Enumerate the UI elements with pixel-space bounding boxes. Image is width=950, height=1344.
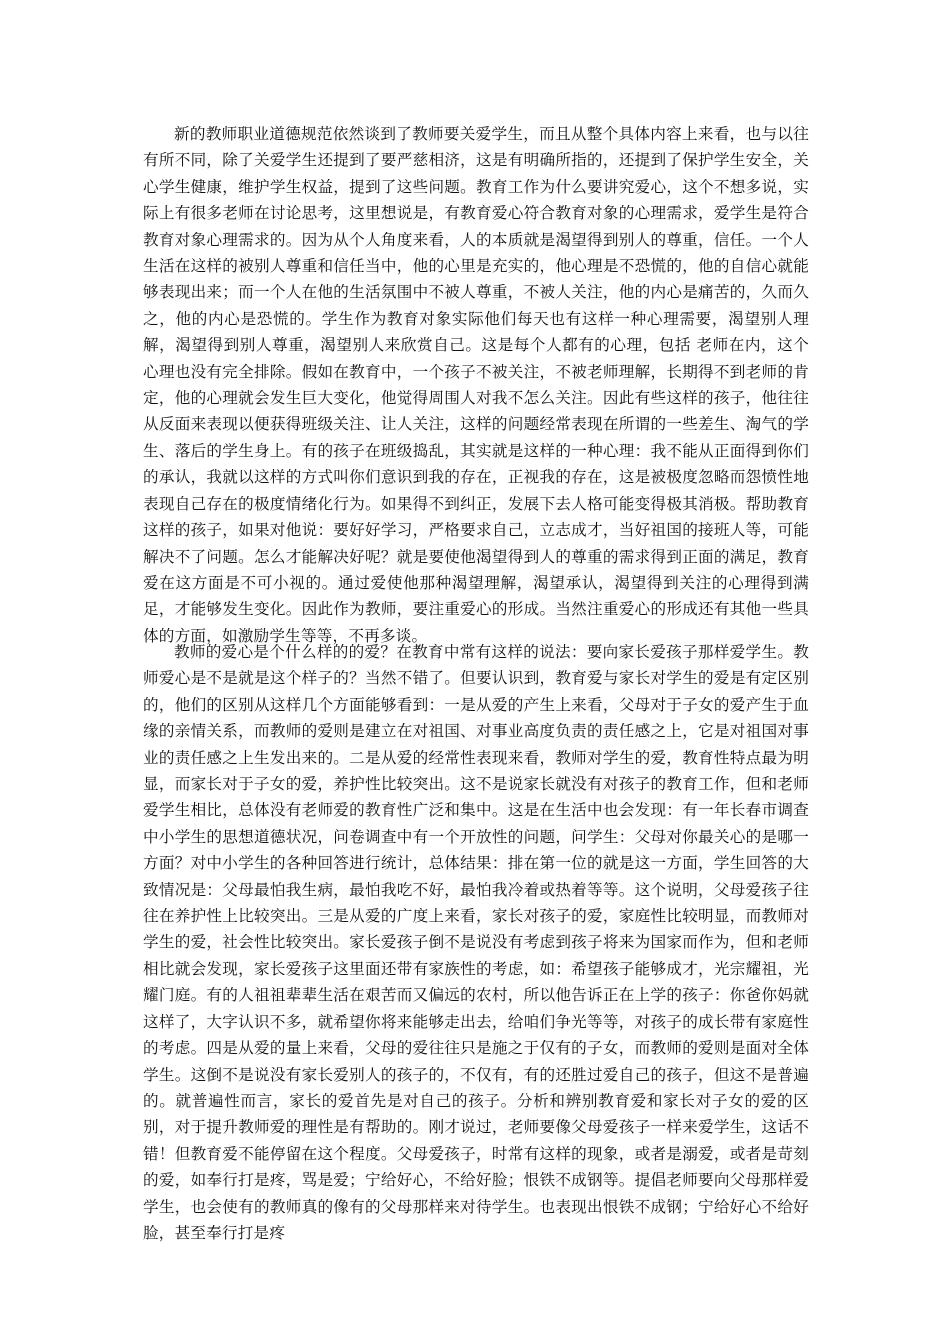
paragraph-1: 新的教师职业道德规范依然谈到了教师要关爱学生，而且从整个具体内容上来看，也与以往有所不同，除了关爱学生还提到了要严慈相济，这是有明确所指的，还提到了保护学生安全，关心学生健康，维护学生权益，提到了这些问题。教育工作为什么要讲究爱心，这个不想多说，实际上有很多老师在讨论思考，这里想说是，有教育爱心符合教育对象的心理需求，爱学生是符合教育对象心理需求的。因为从个人角度来看，人的本质就是渴望得到别人的尊重，信任。一个人生活在这样的被别人尊重和信任当中，他的心里是充实的，他心理是不恐慌的，他的自信心就能够表现出来；而一个人在他的生活氛围中不被人尊重，不被人关注，他的内心是痛苦的，久而久之，他的内心是恐慌的。学生作为教育对象实际他们每天也有这样一种心理需要，渴望别人理解，渴望得到别人尊重，渴望别人来欣赏自己。这是每个人都有的心理，包括 老师在内，这个心理也没有完全排除。假如在教育中，一个孩子不被关注，不被老师理解，长期得不到老师的肯定，他的心理就会发生巨大变化，他觉得周围人对我不怎么关注。因此有些这样的孩子，他往往从反面来表现以便获得班级关注、让人关注，这样的问题经常表现在所谓的一些差生、淘气的学生、落后的学生身上。有的孩子在班级捣乱，其实就是这样的一种心理：我不能从正面得到你们的承认，我就以这样的方式叫你们意识到我的存在，正视我的存在，这是被极度忽略而怨愤性地表现自己存在的极度情绪化行为。如果得不到纠正，发展下去人格可能变得极其消极。帮助教育这样的孩子，如果对他说：要好好学习，严格要求自己，立志成才，当好祖国的接班人等，可能解决不了问题。怎么才能解决好呢？就是要使他渴望得到人的尊重的需求得到正面的满足，教育爱在这方面是不可小视的。通过爱使他那种渴望理解，渴望承认，渴望得到关注的心理得到满足，才能够发生变化。因此作为教师，要注重爱心的形成。当然注重爱心的形成还有其他一些具体的方面，如激励学生等等，不再多谈。 (143, 125, 809, 645)
paragraph-2: 教师的爱心是个什么样的的爱？在教育中常有这样的说法：要向家长爱孩子那样爱学生。教师爱心是不是就是这个样子的？当然不错了。但要认识到，教育爱与家长对学生的爱是有定区别的，他们的区别从这样几个方面能够看到：一是从爱的产生上来看，父母对于子女的爱产生于血缘的亲情关系，而教师的爱则是建立在对祖国、对事业高度负责的责任感之上，它是对祖国对事业的责任感之上生发出来的。二是从爱的经常性表现来看，教师对学生的爱，教育性特点最为明显，而家长对于子女的爱，养护性比较突出。这不是说家长就没有对孩子的教育工作，但和老师爱学生相比，总体没有老师爱的教育性广泛和集中。这是在生活中也会发现：有一年长春市调查中小学生的思想道德状况，问卷调查中有一个开放性的问题，问学生：父母对你最关心的是哪一方面？对中小学生的各种回答进行统计，总体结果：排在第一位的就是这一方面，学生回答的大致情况是：父母最怕我生病，最怕我吃不好，最怕我冷着或热着等等。这个说明，父母爱孩子往往在养护性上比较突出。三是从爱的广度上来看，家长对孩子的爱，家庭性比较明显，而教师对学生的爱，社会性比较突出。家长爱孩子倒不是说没有考虑到孩子将来为国家而作为，但和老师相比就会发现，家长爱孩子这里面还带有家族性的考虑，如：希望孩子能够成才，光宗耀祖，光耀门庭。有的人祖祖辈辈生活在艰苦而又偏远的农村，所以他告诉正在上学的孩子：你爸你妈就这样了，大字认识不多，就希望你将来能够走出去，给咱们争光等等，对孩子的成长带有家庭性的考虑。四是从爱的量上来看，父母的爱往往只是施之于仅有的子女，而教师的爱则是面对全体学生。这倒不是说没有家长爱别人的孩子的，不仅有，有的还胜过爱自己的孩子，但这不是普遍的。就普遍性而言，家长的爱首先是对自己的孩子。分析和辨别教育爱和家长对子女的爱的区别，对于提升教师爱的理性是有帮助的。刚才说过，老师要像父母爱孩子一样来爱学生，这话不错！但教育爱不能停留在这个程度。父母爱孩子，时常有这样的现象，或者是溺爱，或者是苛刻的爱，如奉行打是疼，骂是爱；宁给好心，不给好脸；恨铁不成钢等。提倡老师要向父母那样爱学生，也会使有的教师真的像有的父母那样来对待学生。也表现出恨铁不成钢；宁给好心不给好脸，甚至奉行打是疼 (143, 643, 809, 1242)
